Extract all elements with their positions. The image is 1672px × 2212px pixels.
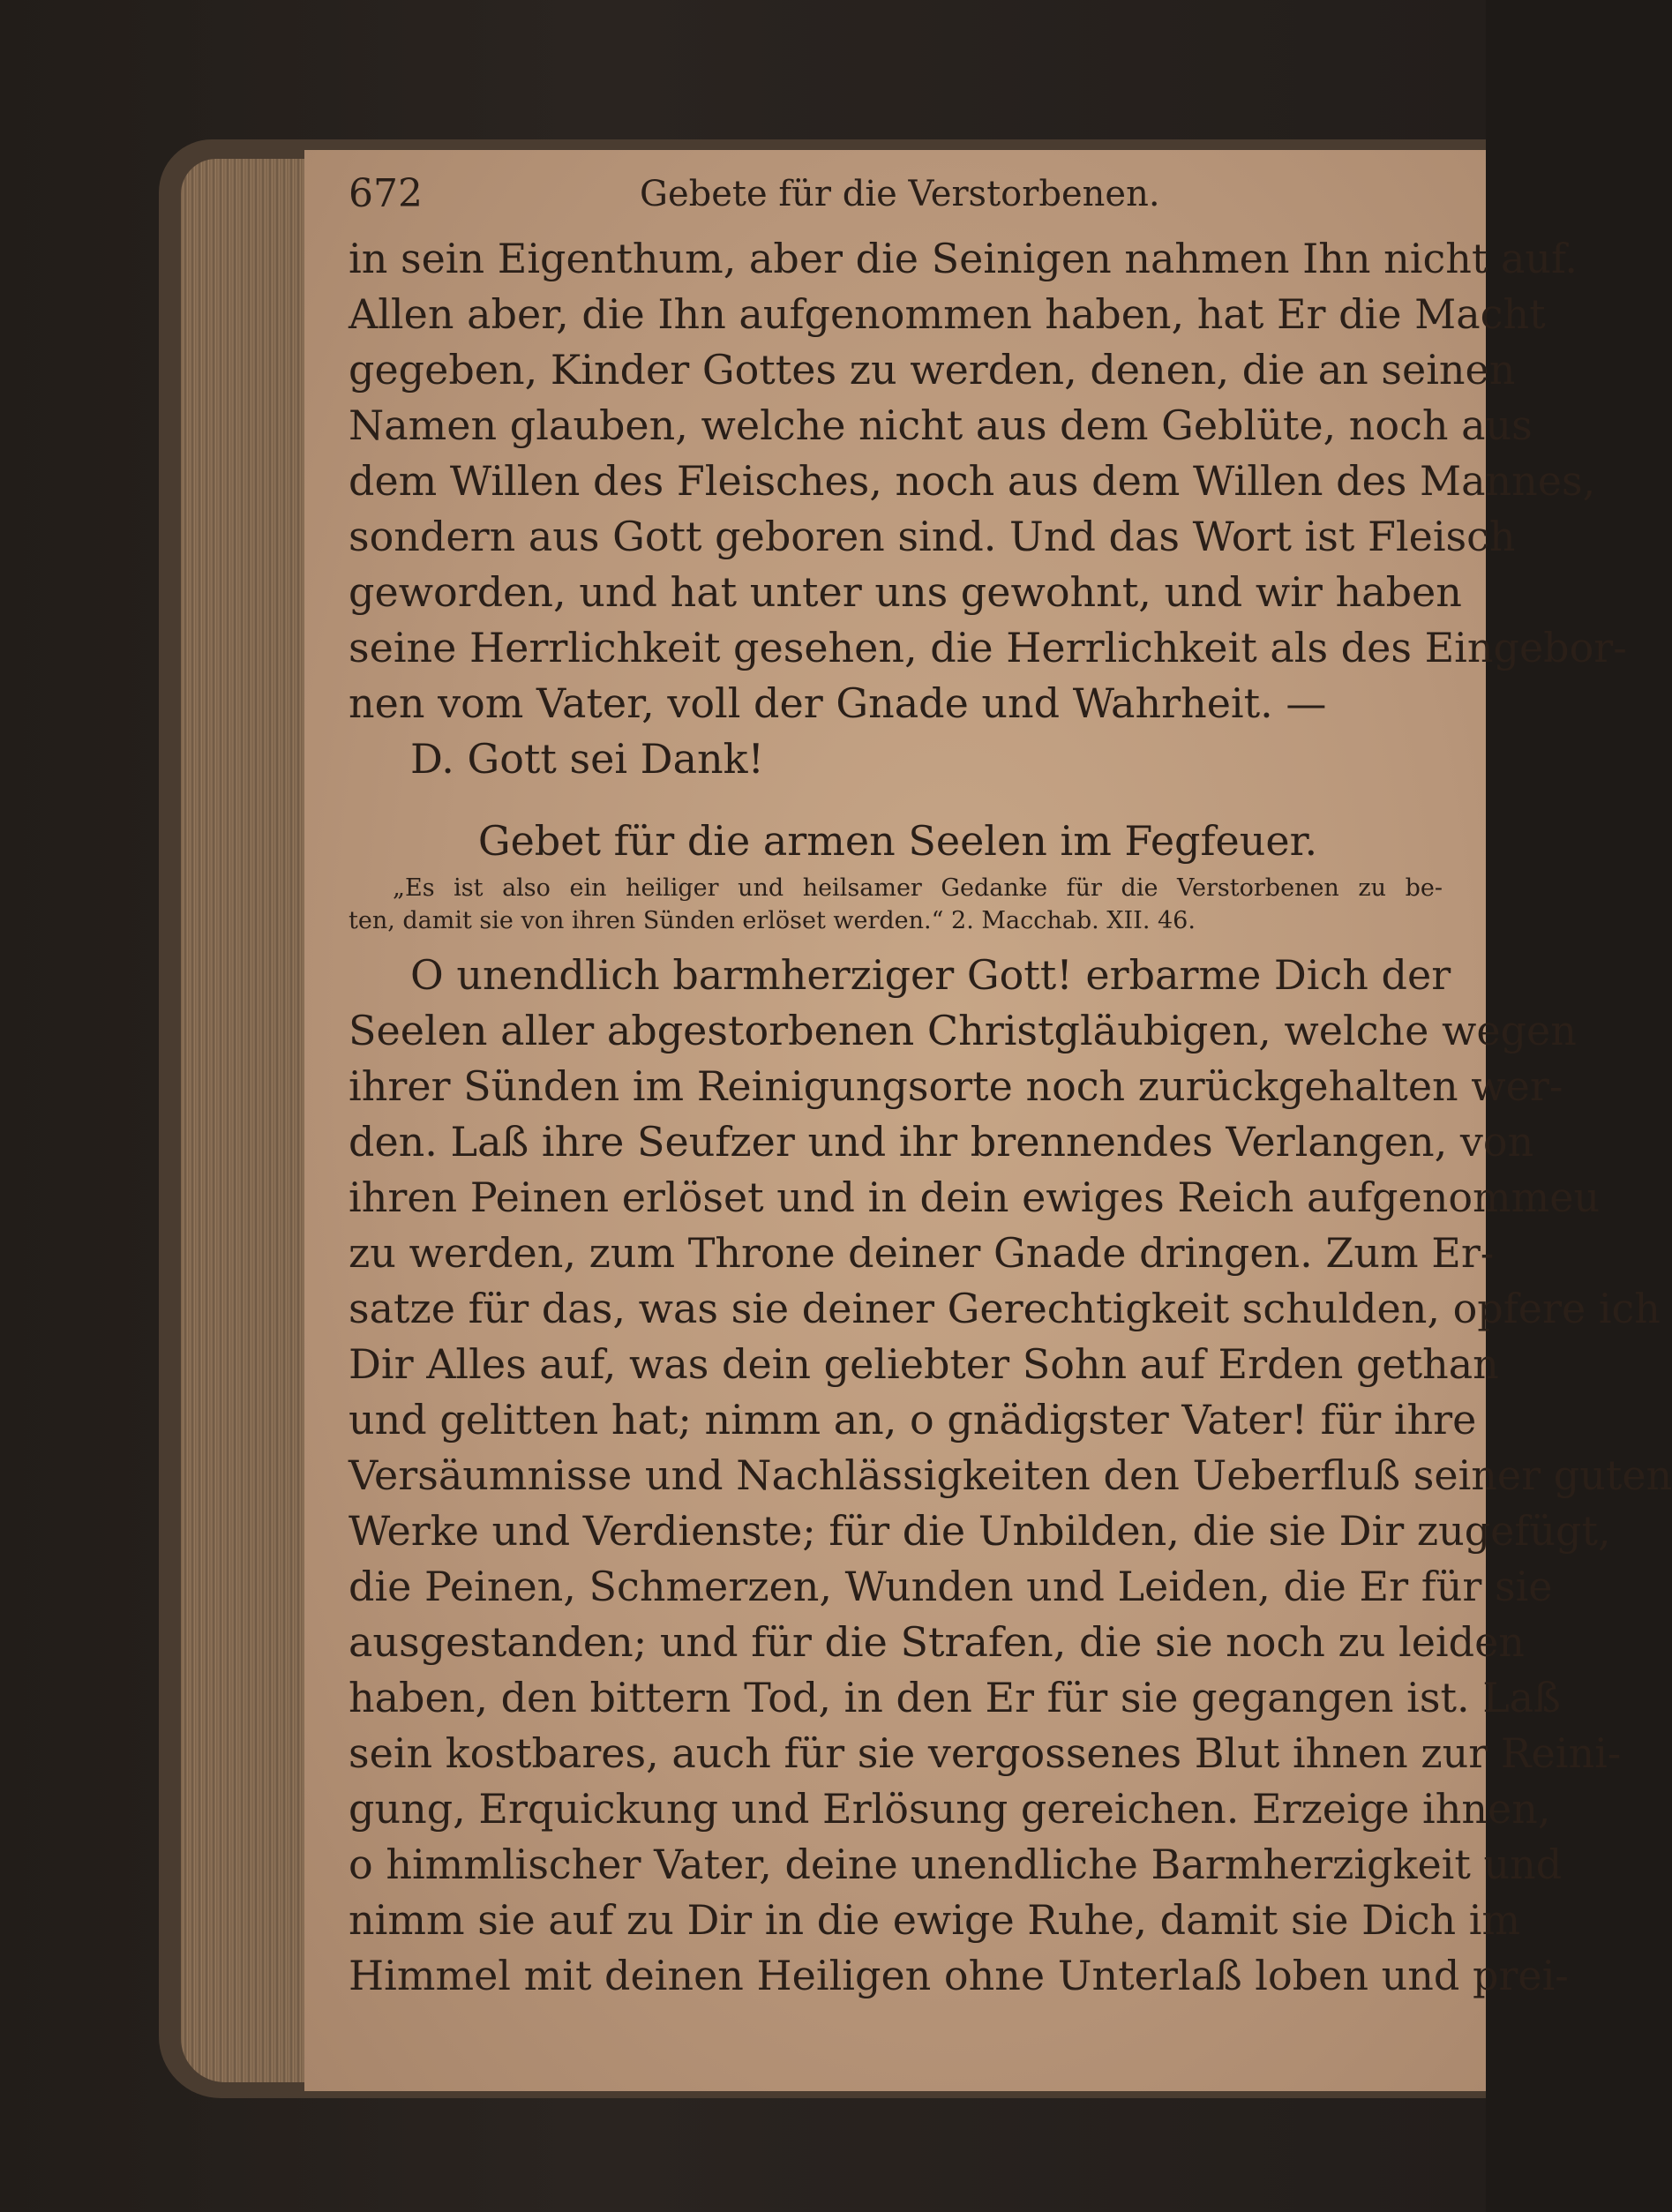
text-line: gegeben, Kinder Gottes zu werden, denen, die an seinen	[349, 346, 1516, 394]
text-line: ihrer Sünden im Reinigungsorte noch zurückgehalten wer-	[349, 1062, 1563, 1110]
epigraph-line: „Es ist also ein heiliger und heilsamer Gedanke für die Verstorbenen zu be-	[393, 874, 1443, 902]
text-line: seine Herrlichkeit gesehen, die Herrlichkeit als des Eingebor-	[349, 624, 1627, 671]
page-content	[349, 168, 1672, 2004]
page-number: 672	[349, 171, 423, 216]
text-line: in sein Eigenthum, aber die Seinigen nahmen Ihn nicht auf.	[349, 235, 1578, 282]
text-line: sein kostbares, auch für sie vergossenes Blut ihnen zur Reini-	[349, 1729, 1622, 1777]
page-header	[349, 168, 1469, 221]
text-line: O unendlich barmherziger Gott! erbarme Dich der	[410, 951, 1451, 999]
text-line: ihren Peinen erlöset und in dein ewiges Reich aufgenommeu	[349, 1173, 1601, 1221]
text-line: Dir Alles auf, was dein geliebter Sohn auf Erden gethan	[349, 1340, 1499, 1388]
text-line: Werke und Verdienste; für die Unbilden, die sie Dir zugefügt,	[349, 1507, 1611, 1555]
text-line: Seelen aller abgestorbenen Christgläubigen, welche wegen	[349, 1007, 1577, 1054]
epigraph	[349, 872, 1469, 937]
text-line: nen vom Vater, voll der Gnade und Wahrheit. —	[349, 679, 1327, 727]
text-line: den. Laß ihre Seufzer und ihr brennendes Verlangen, von	[349, 1118, 1534, 1166]
text-line: Namen glauben, welche nicht aus dem Geblüte, noch aus	[349, 401, 1533, 449]
text-line: haben, den bittern Tod, in den Er für sie gegangen ist. Laß	[349, 1674, 1561, 1721]
text-line: dem Willen des Fleisches, noch aus dem Willen des Mannes,	[349, 457, 1596, 505]
text-line: Himmel mit deinen Heiligen ohne Unterlaß loben und prei-	[349, 1952, 1569, 1999]
text-line: nimm sie auf zu Dir in die ewige Ruhe, damit sie Dich im	[349, 1896, 1521, 1944]
page-edges	[181, 159, 322, 2082]
prayer-text	[349, 948, 1672, 2004]
book-page	[304, 150, 1672, 2091]
running-title: Gebete für die Verstorbenen.	[640, 174, 1160, 214]
text-line: gung, Erquickung und Erlösung gereichen. Erzeige ihnen,	[349, 1785, 1551, 1833]
section-heading: Gebet für die armen Seelen im Fegfeuer.	[477, 817, 1318, 865]
text-line: Allen aber, die Ihn aufgenommen haben, hat Er die Macht	[349, 290, 1546, 338]
gospel-passage	[349, 231, 1627, 787]
text-line: zu werden, zum Throne deiner Gnade dringen. Zum Er-	[349, 1229, 1495, 1277]
epigraph-line: ten, damit sie von ihren Sünden erlöset werden.“ 2. Macchab. XII. 46.	[349, 907, 1196, 934]
response-line: D. Gott sei Dank!	[410, 735, 764, 783]
text-line: geworden, und hat unter uns gewohnt, und wir haben	[349, 568, 1462, 616]
text-line: und gelitten hat; nimm an, o gnädigster Vater! für ihre	[349, 1396, 1477, 1443]
text-line: o himmlischer Vater, deine unendliche Barmherzigkeit und	[349, 1841, 1563, 1888]
text-line: sondern aus Gott geboren sind. Und das Wort ist Fleisch	[349, 513, 1516, 560]
text-line: satze für das, was sie deiner Gerechtigkeit schulden, opfere ich	[349, 1285, 1661, 1332]
text-line: Versäumnisse und Nachlässigkeiten den Ueberfluß seiner guten	[349, 1451, 1672, 1499]
text-line: ausgestanden; und für die Strafen, die sie noch zu leiden	[349, 1618, 1525, 1666]
text-line: die Peinen, Schmerzen, Wunden und Leiden, die Er für sie	[349, 1563, 1553, 1610]
